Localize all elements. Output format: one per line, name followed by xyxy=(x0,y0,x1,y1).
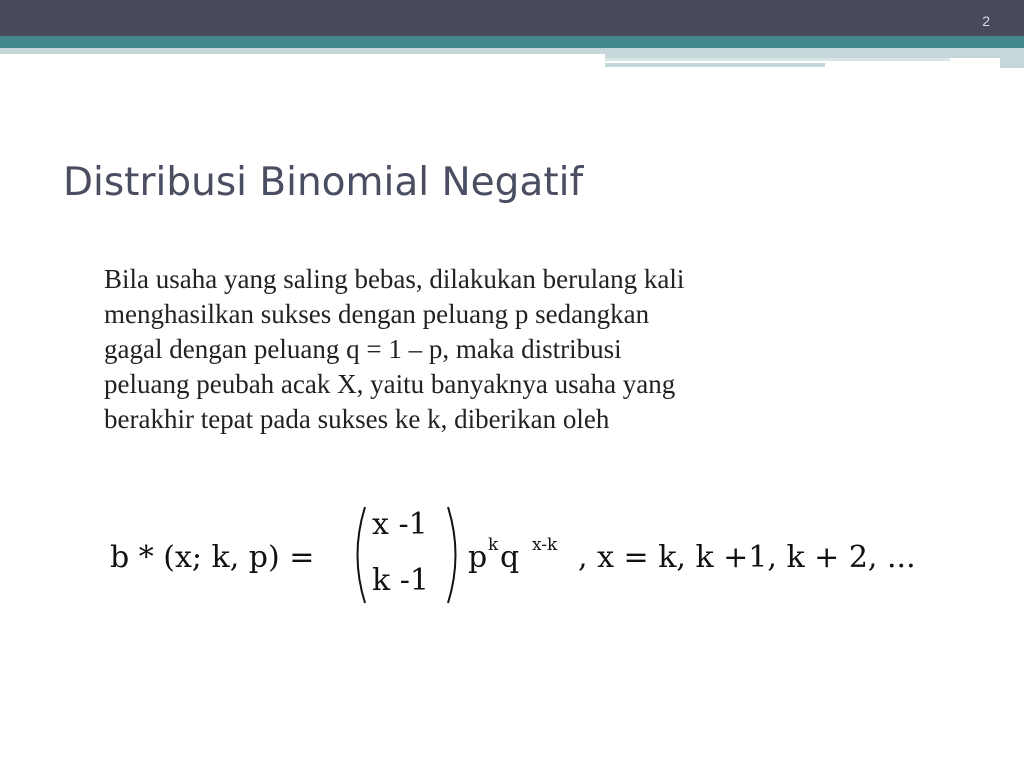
page-number: 2 xyxy=(982,13,990,29)
right-paren-icon xyxy=(445,505,465,605)
header-dark-band xyxy=(0,0,1024,36)
body-paragraph xyxy=(104,262,924,437)
body-line: menghasilkan sukses dengan peluang p sedangkan xyxy=(104,299,650,329)
header-teal-band xyxy=(0,36,1024,48)
binom-bottom: k -1 xyxy=(372,563,429,598)
binom-top: x -1 xyxy=(372,507,428,542)
body-line: Bila usaha yang saling bebas, dilakukan berulang kali xyxy=(104,264,685,294)
formula-q-exponent: x-k xyxy=(532,535,558,555)
formula-p-exponent: k xyxy=(488,535,499,555)
body-line: gagal dengan peluang q = 1 – p, maka distribusi xyxy=(104,334,622,364)
formula-q: q xyxy=(500,540,520,575)
formula xyxy=(110,505,970,605)
formula-lhs: b * (x; k, p) = xyxy=(110,540,315,575)
slide-title: Distribusi Binomial Negatif xyxy=(63,160,584,205)
header-light-step xyxy=(605,48,1024,58)
header-thin-line xyxy=(605,58,950,61)
header-right-block xyxy=(1000,48,1024,68)
header-thin-line-2 xyxy=(605,63,825,67)
formula-p: p xyxy=(468,540,488,575)
formula-condition: , x = k, k +1, k + 2, ... xyxy=(578,540,916,575)
body-line: peluang peubah acak X, yaitu banyaknya usaha yang xyxy=(104,369,676,399)
body-line: berakhir tepat pada sukses ke k, diberikan oleh xyxy=(104,404,610,434)
header-light-band xyxy=(0,48,605,54)
left-paren-icon xyxy=(348,505,368,605)
